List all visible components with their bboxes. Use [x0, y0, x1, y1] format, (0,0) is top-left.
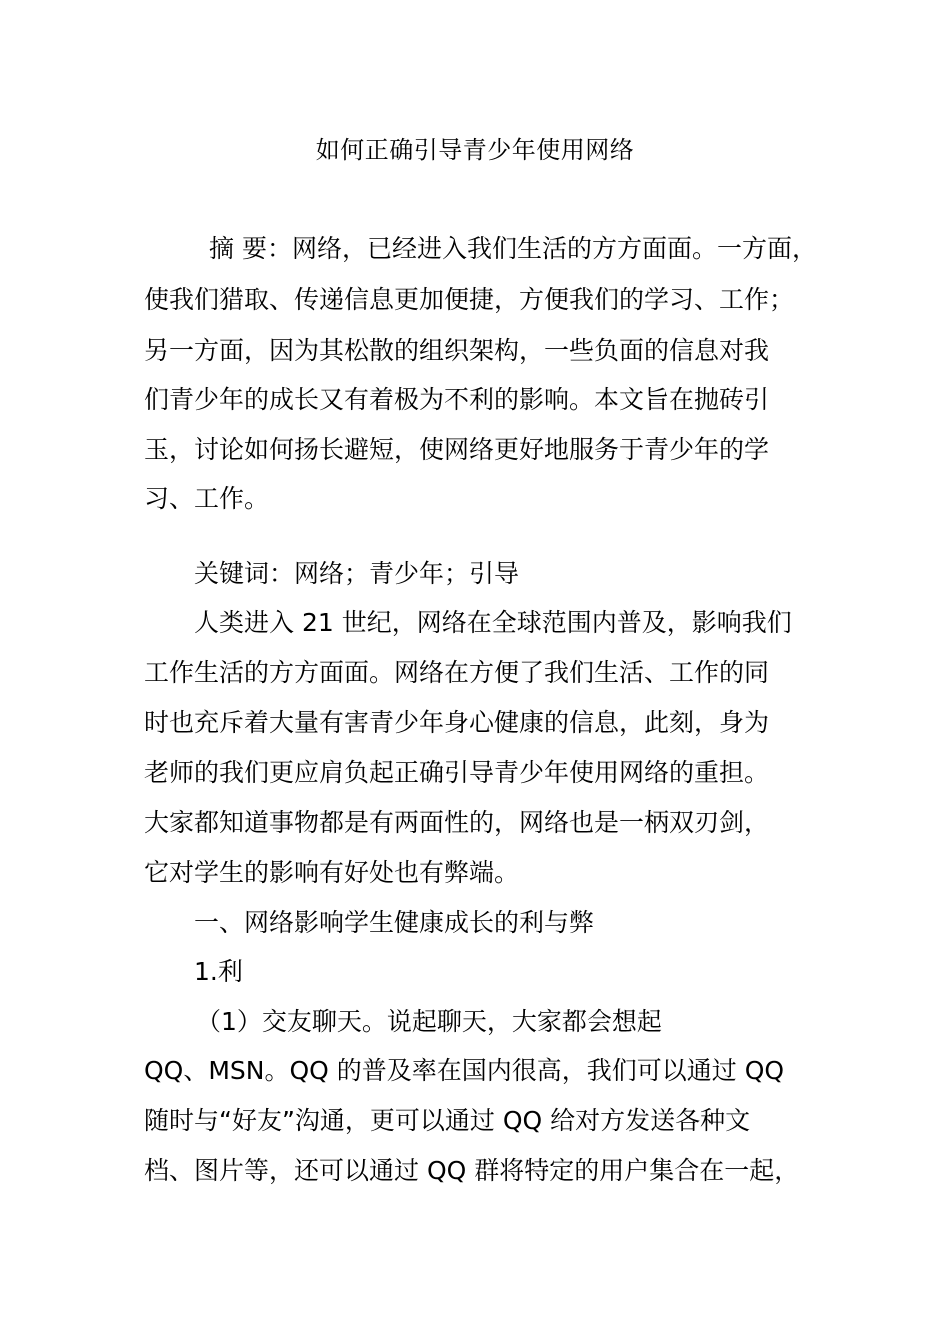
body-paragraph-line-5: 大家都知道事物都是有两面性的，网络也是一柄双刃剑， [144, 808, 770, 837]
keywords-line: 关键词：网络；青少年；引导 [194, 559, 520, 588]
item-line-2: QQ、MSN。QQ 的普及率在国内很高，我们可以通过 QQ [144, 1056, 785, 1085]
body-paragraph-line-1: 人类进入 21 世纪，网络在全球范围内普及，影响我们 [194, 608, 792, 637]
item-line-3: 随时与“好友”沟通，更可以通过 QQ 给对方发送各种文 [144, 1106, 751, 1135]
body-paragraph-line-4: 老师的我们更应肩负起正确引导青少年使用网络的重担。 [144, 758, 770, 787]
abstract-line-5: 玉，讨论如何扬长避短，使网络更好地服务于青少年的学 [144, 435, 770, 464]
document-title: 如何正确引导青少年使用网络 [315, 136, 635, 164]
body-paragraph-line-6: 它对学生的影响有好处也有弊端。 [144, 858, 520, 887]
body-paragraph-line-3: 时也充斥着大量有害青少年身心健康的信息，此刻，身为 [144, 708, 770, 737]
body-paragraph-line-2: 工作生活的方方面面。网络在方便了我们生活、工作的同 [144, 658, 770, 687]
abstract-line-1: 摘 要：网络，已经进入我们生活的方方面面。一方面， [209, 234, 817, 263]
subsection-heading: 1.利 [194, 957, 243, 986]
abstract-line-2: 使我们猎取、传递信息更加便捷，方便我们的学习、工作； [144, 285, 795, 314]
abstract-line-3: 另一方面，因为其松散的组织架构，一些负面的信息对我 [144, 336, 770, 365]
abstract-line-4: 们青少年的成长又有着极为不利的影响。本文旨在抛砖引 [144, 385, 770, 414]
section-heading: 一、网络影响学生健康成长的利与弊 [194, 908, 595, 937]
abstract-line-6: 习、工作。 [144, 484, 270, 513]
item-line-1: （1）交友聊天。说起聊天，大家都会想起 [196, 1007, 662, 1036]
item-line-4: 档、图片等，还可以通过 QQ 群将特定的用户集合在一起， [144, 1156, 800, 1185]
